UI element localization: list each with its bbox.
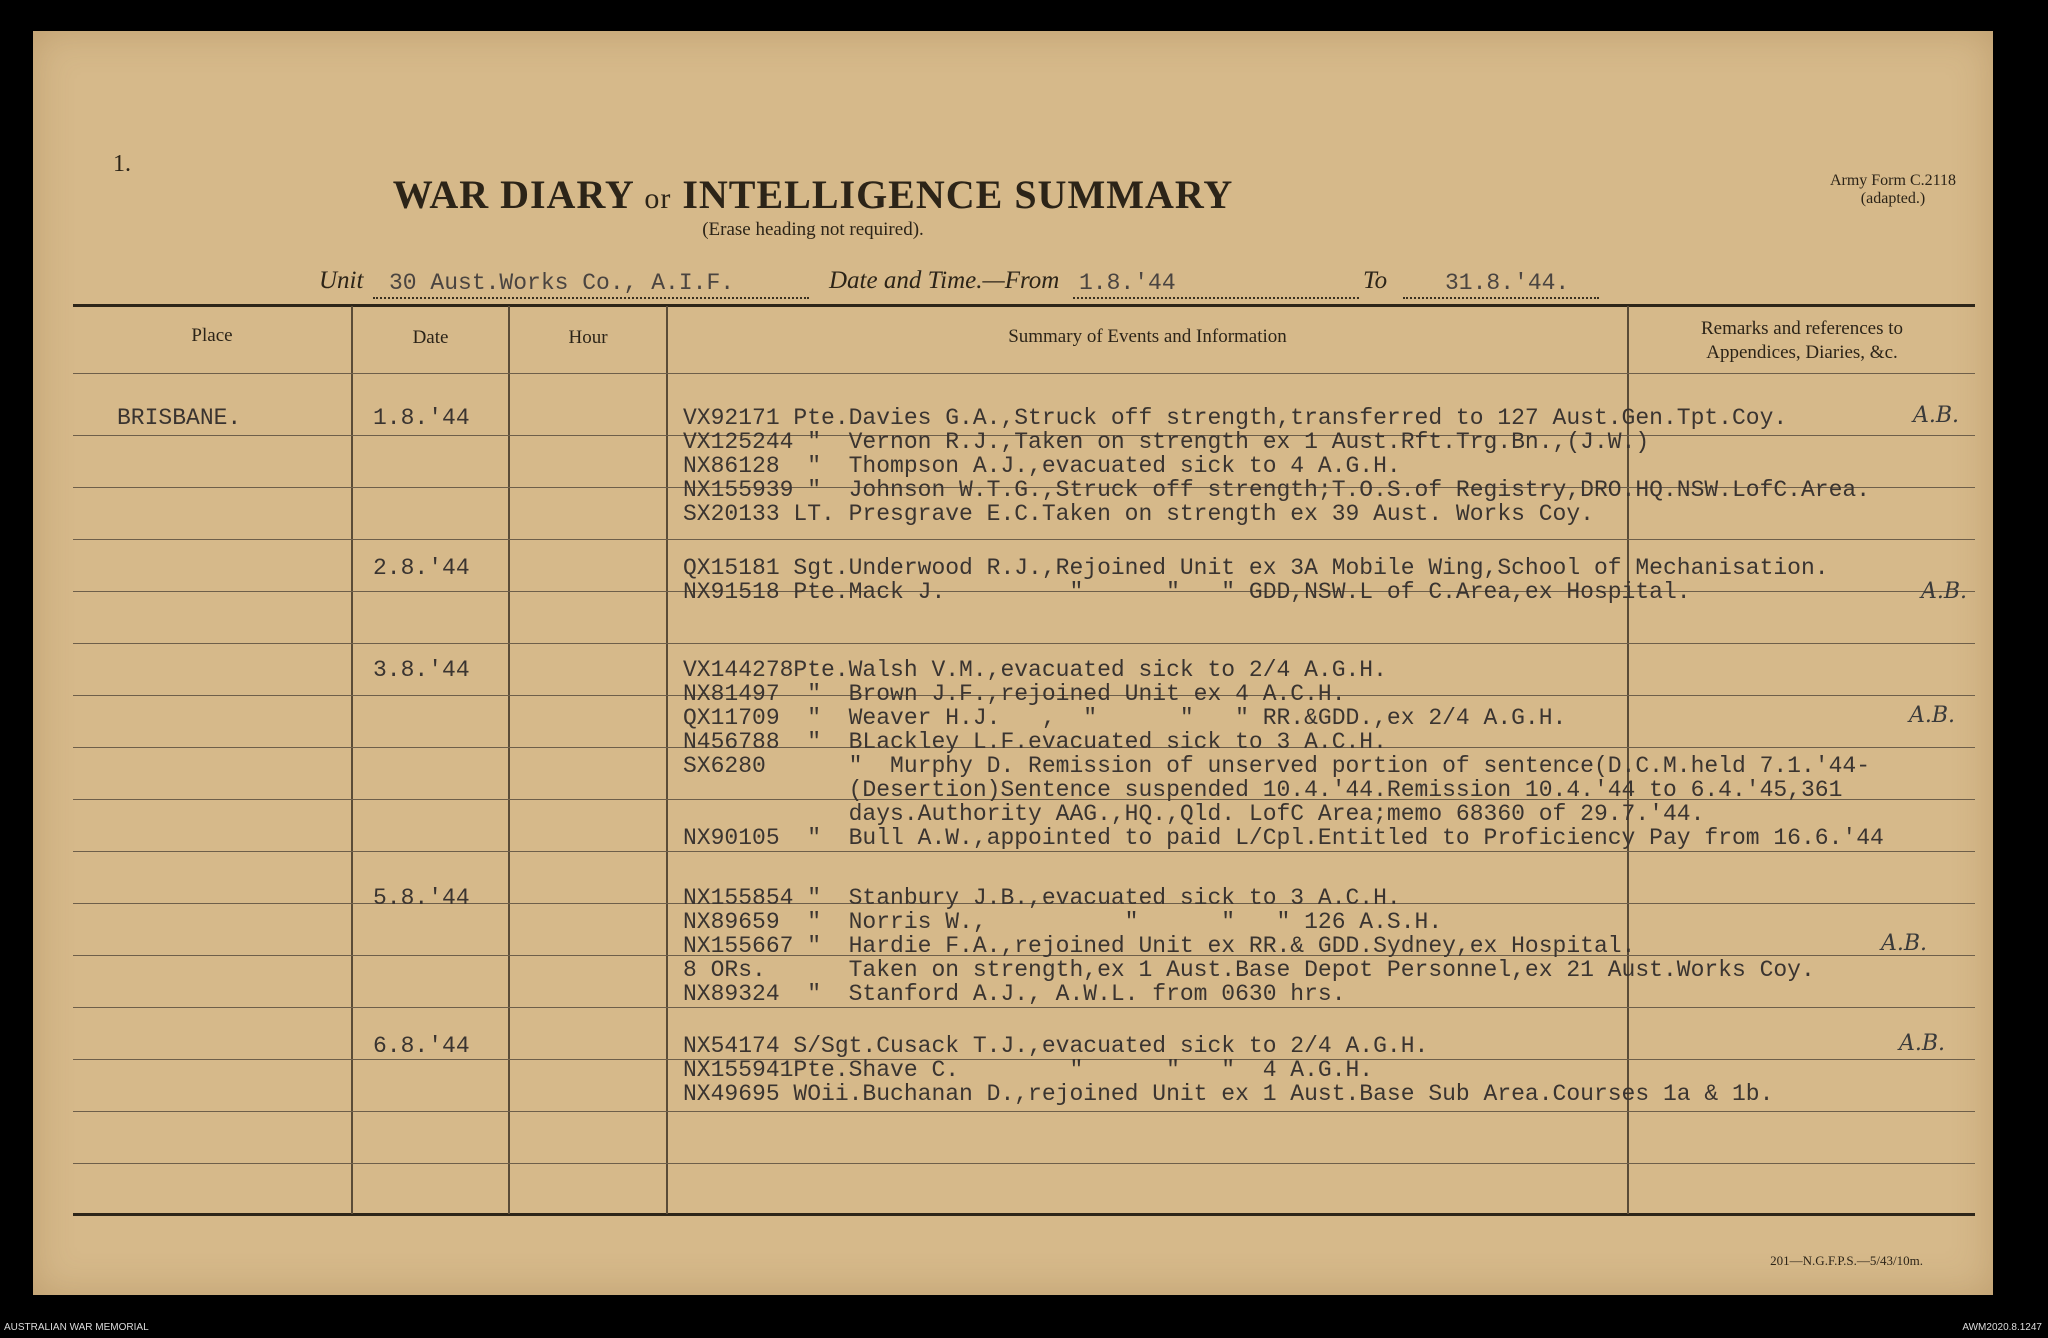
- row-rule: [73, 1163, 1975, 1164]
- page-number: 1.: [113, 151, 131, 177]
- summary-line: NX86128 " Thompson A.J.,evacuated sick to 4 A.G.H.: [683, 453, 1401, 479]
- form-subtitle: (Erase heading not required).: [702, 219, 924, 240]
- diary-form-sheet: [33, 31, 1993, 1295]
- summary-line: 8 ORs. Taken on strength,ex 1 Aust.Base Depot Personnel,ex 21 Aust.Works Coy.: [683, 957, 1815, 983]
- summary-line: VX92171 Pte.Davies G.A.,Struck off strength,transferred to 127 Aust.Gen.Tpt.Coy.: [683, 405, 1788, 431]
- summary-line: NX54174 S/Sgt.Cusack T.J.,evacuated sick to 2/4 A.G.H.: [683, 1033, 1429, 1059]
- table-bottom-rule: [73, 1213, 1975, 1216]
- summary-line: VX125244 " Vernon R.J.,Taken on strength ex 1 Aust.Rft.Trg.Bn.,(J.W.): [683, 429, 1650, 455]
- from-field: [1073, 267, 1359, 299]
- summary-line: NX155941Pte.Shave C. " " " 4 A.G.H.: [683, 1057, 1374, 1083]
- summary-line: NX90105 " Bull A.W.,appointed to paid L/Cpl.Entitled to Proficiency Pay from 16.6.'44: [683, 825, 1884, 851]
- summary-line: NX81497 " Brown J.F.,rejoined Unit ex 4 A.C.H.: [683, 681, 1346, 707]
- date-cell: 5.8.'44: [373, 885, 470, 911]
- summary-line: NX155667 " Hardie F.A.,rejoined Unit ex RR.& GDD.Sydney,ex Hospital.: [683, 933, 1636, 959]
- archive-accession: AWM2020.8.1247: [1962, 1322, 2042, 1333]
- col-divider-date: [508, 306, 510, 1214]
- col-header-place: Place: [191, 325, 233, 346]
- row-rule: [73, 643, 1975, 644]
- to-label: To: [1363, 267, 1388, 294]
- summary-line: SX20133 LT. Presgrave E.C.Taken on strength ex 39 Aust. Works Coy.: [683, 501, 1594, 527]
- initials-mark: A.B.: [1909, 703, 1956, 728]
- col-header-summary: Summary of Events and Information: [1008, 326, 1287, 347]
- summary-line: N456788 " BLackley L.F.evacuated sick to 3 A.C.H.: [683, 729, 1387, 755]
- col-divider-place: [351, 306, 353, 1214]
- initials-mark: A.B.: [1921, 579, 1968, 604]
- row-rule: [73, 1007, 1975, 1008]
- initials-mark: A.B.: [1881, 931, 1928, 956]
- row-rule: [73, 373, 1975, 374]
- summary-line: days.Authority AAG.,HQ.,Qld. LofC Area;memo 68360 of 29.7.'44.: [683, 801, 1705, 827]
- date-cell: 2.8.'44: [373, 555, 470, 581]
- archive-credit: AUSTRALIAN WAR MEMORIAL: [4, 1322, 149, 1333]
- date-cell: 6.8.'44: [373, 1033, 470, 1059]
- unit-label: Unit: [319, 267, 364, 294]
- date-cell: 3.8.'44: [373, 657, 470, 683]
- summary-line: NX89659 " Norris W., " " " 126 A.S.H.: [683, 909, 1443, 935]
- to-value: 31.8.'44.: [1445, 270, 1570, 296]
- row-rule: [73, 1111, 1975, 1112]
- col-header-hour: Hour: [568, 327, 608, 348]
- col-header-date: Date: [412, 327, 449, 348]
- unit-value: 30 Aust.Works Co., A.I.F.: [389, 270, 735, 296]
- row-rule: [73, 851, 1975, 852]
- summary-line: QX11709 " Weaver H.J. , " " " RR.&GDD.,ex 2/4 A.G.H.: [683, 705, 1567, 731]
- col-header-remarks-line2: Appendices, Diaries, &c.: [1706, 342, 1898, 363]
- unit-field: [373, 267, 809, 299]
- initials-mark: A.B.: [1899, 1031, 1946, 1056]
- title-war-diary: WAR DIARY: [392, 172, 634, 217]
- from-value: 1.8.'44: [1079, 270, 1176, 296]
- col-header-remarks: [1629, 317, 1975, 365]
- col-divider-hour: [666, 306, 668, 1214]
- summary-line: QX15181 Sgt.Underwood R.J.,Rejoined Unit ex 3A Mobile Wing,School of Mechanisation.: [683, 555, 1829, 581]
- col-header-remarks-line1: Remarks and references to: [1700, 318, 1904, 339]
- form-reference-line1: Army Form C.2118: [1829, 172, 1957, 189]
- summary-line: NX155854 " Stanbury J.B.,evacuated sick to 3 A.C.H.: [683, 885, 1401, 911]
- table-top-rule: [73, 304, 1975, 307]
- summary-line: VX144278Pte.Walsh V.M.,evacuated sick to 2/4 A.G.H.: [683, 657, 1387, 683]
- title-intelligence-summary: INTELLIGENCE SUMMARY: [682, 172, 1234, 217]
- date-time-label: Date and Time.—From: [829, 267, 1060, 294]
- initials-mark: A.B.: [1913, 403, 1960, 428]
- summary-line: NX155939 " Johnson W.T.G.,Struck off strength;T.O.S.of Registry,DRO.HQ.NSW.LofC.Area.: [683, 477, 1870, 503]
- summary-line: NX91518 Pte.Mack J. " " " GDD,NSW.L of C.Area,ex Hospital.: [683, 579, 1691, 605]
- row-rule: [73, 539, 1975, 540]
- title-or: or: [644, 182, 672, 215]
- place-cell: BRISBANE.: [117, 405, 242, 431]
- summary-line: NX49695 WOii.Buchanan D.,rejoined Unit ex 1 Aust.Base Sub Area.Courses 1a & 1b.: [683, 1081, 1774, 1107]
- form-title: [33, 171, 1593, 218]
- date-cell: 1.8.'44: [373, 405, 470, 431]
- to-field: [1403, 267, 1599, 299]
- form-reference-line2: (adapted.): [1860, 190, 1926, 207]
- summary-line: SX6280 " Murphy D. Remission of unserved portion of sentence(D.C.M.held 7.1.'44-: [683, 753, 1870, 779]
- summary-line: (Desertion)Sentence suspended 10.4.'44.Remission 10.4.'44 to 6.4.'45,361: [683, 777, 1843, 803]
- summary-line: NX89324 " Stanford A.J., A.W.L. from 0630 hrs.: [683, 981, 1346, 1007]
- printer-imprint: 201—N.G.F.P.S.—5/43/10m.: [1770, 1253, 1923, 1268]
- form-reference: [1793, 172, 1993, 208]
